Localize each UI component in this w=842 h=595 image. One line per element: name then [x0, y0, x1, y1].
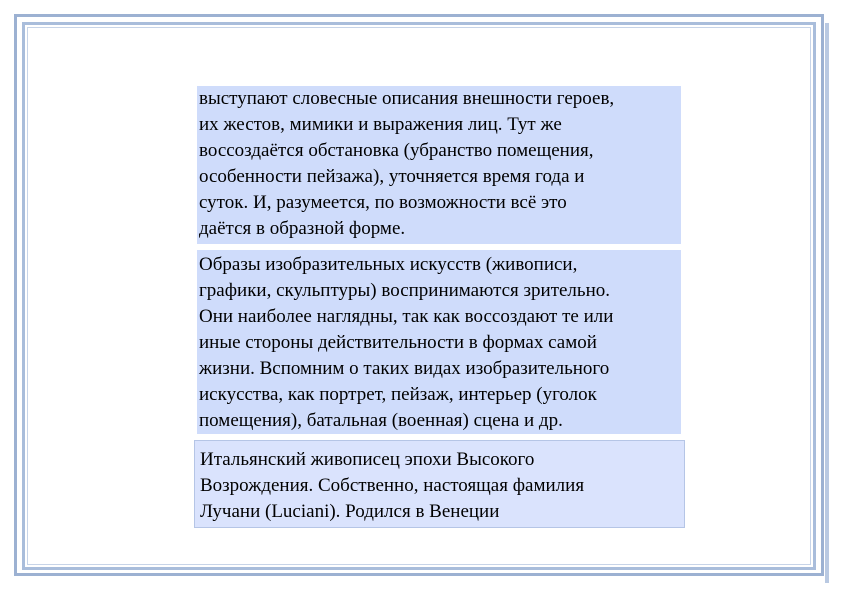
text-line: воссоздаётся обстановка (убранство помещения, [199, 140, 594, 161]
text-line: выступают словесные описания внешности героев, [199, 88, 615, 109]
note-line: Лучани (Luciani). Родился в Венеции [200, 501, 500, 522]
text-line: помещения), батальная (военная) сцена и др. [199, 410, 563, 431]
text-line: суток. И, разумеется, по возможности всё это [199, 192, 567, 213]
text-block-visual-arts [197, 250, 681, 434]
text-line: их жестов, мимики и выражения лиц. Тут же [199, 114, 562, 135]
note-line: Итальянский живописец эпохи Высокого [200, 449, 535, 470]
note-box [194, 440, 685, 528]
text-line: иные стороны действительности в формах самой [199, 332, 597, 353]
text-line: особенности пейзажа), уточняется время года и [199, 166, 585, 187]
text-line: даётся в образной форме. [199, 218, 406, 239]
text-line: графики, скульптуры) воспринимаются зрительно. [199, 280, 610, 301]
text-line: Образы изобразительных искусств (живописи, [199, 254, 578, 275]
text-line: жизни. Вспомним о таких видах изобразительного [199, 358, 610, 379]
note-line: Возрождения. Собственно, настоящая фамилия [200, 475, 585, 496]
text-block-description [197, 86, 681, 244]
text-line: Они наиболее наглядны, так как воссоздают те или [199, 306, 614, 327]
text-line: искусства, как портрет, пейзаж, интерьер (уголок [199, 384, 597, 405]
